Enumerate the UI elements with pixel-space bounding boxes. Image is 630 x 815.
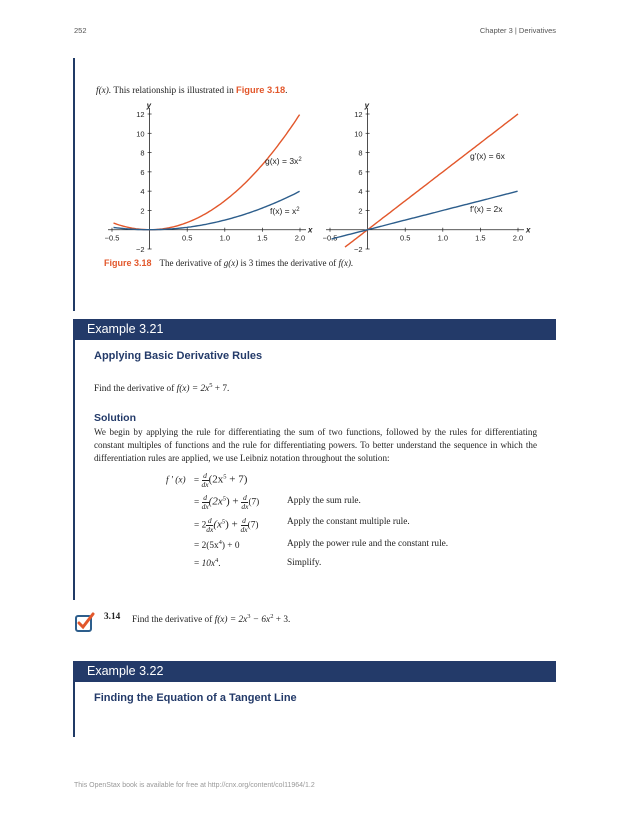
series-label-0: g′(x) = 6x: [470, 151, 505, 161]
intro-text: [96, 85, 287, 96]
y-axis-label: y: [364, 102, 370, 110]
note-power-rule: Apply the power rule and the constant rule.: [287, 539, 449, 549]
solution-heading: Solution: [94, 412, 136, 424]
intro-end: .: [285, 86, 288, 96]
x-axis-label: x: [526, 225, 531, 235]
y-tick-label: −2: [354, 245, 363, 252]
y-tick-label: 10: [354, 129, 363, 139]
x-tick-label: −0.5: [104, 233, 120, 243]
example-3-22-title: Finding the Equation of a Tangent Line: [94, 692, 297, 704]
y-tick-label: 4: [140, 187, 145, 197]
figure-label: Figure 3.18: [104, 258, 152, 268]
y-tick-label: −2: [136, 245, 145, 252]
equation-row-2: = $\frac{d}{dx}$ $(2x^5)$ + $\frac{d}{dx}$ (7): [194, 493, 260, 511]
y-tick-label: 6: [140, 167, 145, 177]
y-tick-label: 6: [358, 167, 363, 177]
example-3-22-banner: Example 3.22: [73, 661, 556, 682]
y-tick-label: 12: [354, 110, 363, 119]
problem-lead: Find the derivative of: [94, 384, 177, 395]
note-sum-rule: Apply the sum rule.: [287, 496, 361, 506]
x-tick-label: 1.5: [475, 233, 486, 243]
y-tick-label: 2: [140, 206, 145, 216]
problem-fx: f(x) = 2x: [176, 384, 210, 395]
solution-paragraph: We begin by applying the rule for differentiating the sum of two functions, followed by the rules for differentiating constant multiples of functions and the rule for differentiating powers. To better understand the sequence in which the differentiation rules are applied, we use Leibniz notation throughout the solution:: [94, 427, 537, 464]
chapter-header: Chapter 3 | Derivatives: [479, 26, 556, 35]
series-label-1: f′(x) = 2x: [470, 204, 503, 214]
chart-left: [100, 102, 315, 252]
figure-link[interactable]: Figure 3.18: [236, 85, 286, 95]
caption-fx: f(x).: [338, 258, 354, 268]
intro-fx: f(x).: [96, 86, 112, 96]
y-tick-label: 12: [136, 110, 145, 119]
equation-row-1: f ′ (x) = $\frac{d}{dx}$ $(2x^5 + 7)$: [166, 471, 248, 489]
series-label-0: $g(x) = 3x^2$: [265, 156, 302, 166]
d-dx: $\frac{d}{dx}$: [201, 471, 209, 489]
checkpoint-text: Find the derivative of $f(x) = 2x^3 - 6x^2 + 3$.: [132, 613, 291, 626]
intro-body: This relationship is illustrated in: [111, 86, 237, 96]
footer-notice: This OpenStax book is available for free at http://cnx.org/content/col11964/1.2: [74, 782, 315, 789]
chart-right: [318, 102, 533, 252]
checkpoint-lead: Find the derivative of: [132, 615, 215, 626]
problem-exponent: 5: [209, 382, 213, 389]
x-tick-label: −0.5: [322, 233, 338, 243]
example-3-22-bar: [73, 682, 75, 737]
example-3-21-title: Applying Basic Derivative Rules: [94, 350, 263, 362]
checkpoint-number: 3.14: [104, 612, 121, 622]
checkpoint-icon: [73, 611, 95, 633]
y-tick-label: 8: [358, 148, 363, 158]
equation-row-3: = 2 $\frac{d}{dx}$ $(x^5)$ + $\frac{d}{dx}$ (7): [194, 516, 259, 534]
caption-part-b: is 3 times the derivative of: [238, 258, 339, 268]
x-tick-label: 0.5: [181, 233, 193, 243]
x-tick-label: 2.0: [294, 233, 306, 243]
eq-r1-a: (2x: [208, 473, 224, 486]
example-3-21-problem: [94, 382, 229, 394]
y-axis-label: y: [146, 102, 152, 110]
equation-row-5: = $10x^4$.: [194, 557, 221, 570]
series-label-1: $f(x) = x^2$: [270, 206, 300, 216]
eq-sign: =: [193, 475, 200, 486]
x-tick-label: 1.0: [437, 233, 449, 243]
checkpoint-fx: f(x) = 2x: [214, 615, 248, 626]
example-3-21-banner: Example 3.21: [73, 319, 556, 340]
caption-part-a: The derivative of: [159, 258, 224, 268]
x-tick-label: 0.5: [399, 233, 411, 243]
y-tick-label: 8: [140, 148, 145, 158]
eq-lhs: f ′ (x): [166, 475, 186, 486]
page-number: 252: [74, 26, 87, 35]
x-tick-label: 2.0: [512, 233, 524, 243]
figure-caption: [104, 258, 353, 268]
x-tick-label: 1.0: [219, 233, 231, 243]
y-tick-label: 2: [358, 206, 363, 216]
note-constant-multiple: Apply the constant multiple rule.: [287, 517, 410, 527]
example-3-21-bar: [73, 340, 75, 600]
series-line-0: [345, 114, 518, 247]
equation-row-4: = $2(5x^4) + 0$: [194, 539, 240, 552]
caption-gx: g(x): [223, 258, 239, 268]
x-axis-label: x: [308, 225, 313, 235]
problem-end: + 7.: [212, 384, 230, 395]
eq-r1-b: + 7): [226, 473, 248, 486]
y-tick-label: 4: [358, 187, 363, 197]
x-tick-label: 1.5: [257, 233, 268, 243]
y-tick-label: 10: [136, 129, 145, 139]
figure-section-bar: [73, 58, 75, 311]
note-simplify: Simplify.: [287, 558, 322, 568]
